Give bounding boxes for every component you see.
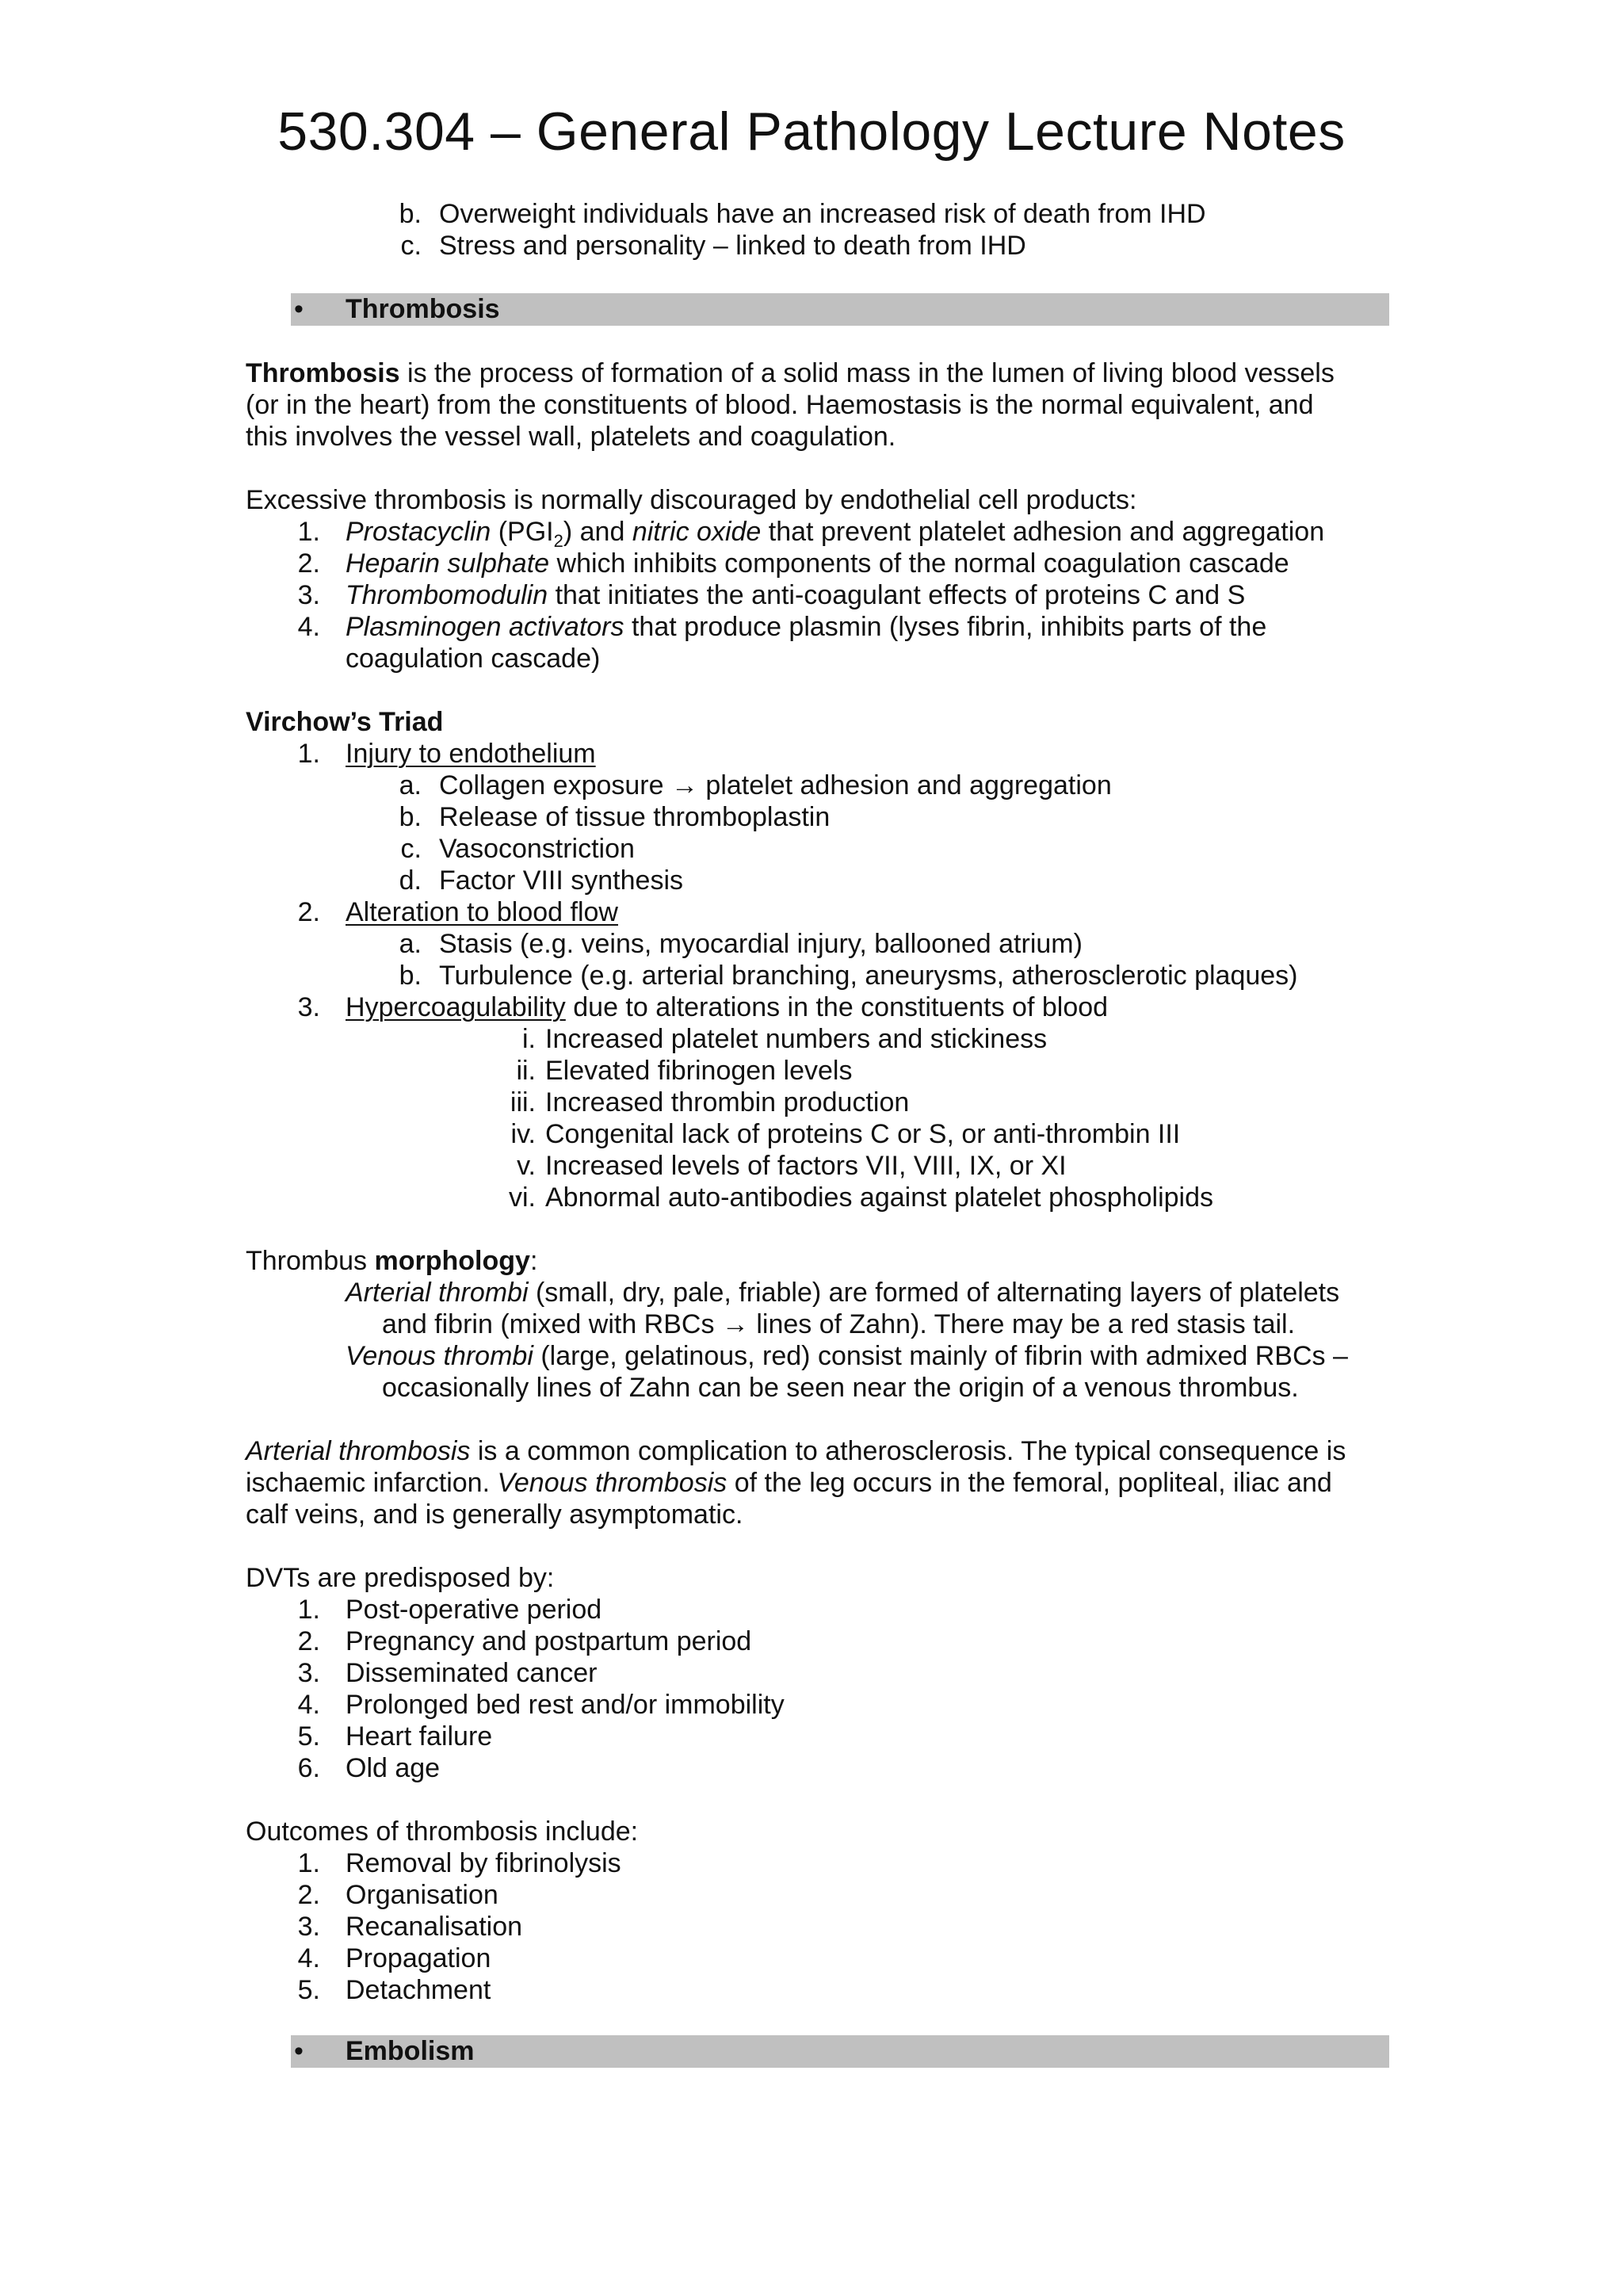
paragraph-line: calf veins, and is generally asymptomatic. <box>246 1499 743 1530</box>
paragraph-line: Excessive thrombosis is normally discouraged by endothelial cell products: <box>246 485 1137 515</box>
list-item: vi. Abnormal auto-antibodies against platelet phospholipids <box>509 1182 1214 1213</box>
list-item: 2. Heparin sulphate which inhibits components of the normal coagulation cascade <box>297 548 1289 579</box>
list-item: 2. Organisation <box>297 1880 498 1910</box>
list-item: b. Turbulence (e.g. arterial branching, aneurysms, atherosclerotic plaques) <box>399 961 1298 991</box>
subheading: Virchow’s Triad <box>246 707 444 737</box>
paragraph-line: Arterial thrombi (small, dry, pale, friable) are formed of alternating layers of platelets <box>346 1278 1340 1308</box>
paragraph-line: Outcomes of thrombosis include: <box>246 1817 639 1847</box>
list-item: 4. Plasminogen activators that produce plasmin (lyses fibrin, inhibits parts of the <box>297 612 1267 642</box>
list-item: 4. Propagation <box>297 1943 491 1973</box>
arrow-right-icon: → <box>670 770 698 800</box>
list-item: c. Stress and personality – linked to death from IHD <box>400 231 1026 261</box>
paragraph-line: and fibrin (mixed with RBCs → lines of Zahn). There may be a red stasis tail. <box>382 1309 1296 1339</box>
page-title: 530.304 – General Pathology Lecture Notes <box>277 101 1346 162</box>
list-item: a. Collagen exposure → platelet adhesion and aggregation <box>399 770 1112 800</box>
list-item-continuation: coagulation cascade) <box>346 644 601 674</box>
list-item: 1. Injury to endothelium <box>297 739 596 769</box>
list-item: 5. Detachment <box>297 1975 491 2005</box>
paragraph-line: this involves the vessel wall, platelets and coagulation. <box>246 422 896 452</box>
paragraph-line: DVTs are predisposed by: <box>246 1563 555 1593</box>
list-item: 6. Old age <box>297 1753 441 1783</box>
list-item: 1. Removal by fibrinolysis <box>297 1848 621 1878</box>
list-item: 1. Post-operative period <box>297 1595 602 1625</box>
list-item: 2. Alteration to blood flow <box>297 897 618 927</box>
arrow-right-icon: → <box>721 1309 749 1339</box>
paragraph-line: (or in the heart) from the constituents of blood. Haemostasis is the normal equivalent, and <box>246 390 1314 420</box>
list-item: 3. Disseminated cancer <box>297 1658 598 1688</box>
list-item: c. Vasoconstriction <box>400 834 635 864</box>
section-header-thrombosis <box>291 293 1389 326</box>
paragraph-line: Arterial thrombosis is a common complication to atherosclerosis. The typical consequence is <box>246 1436 1346 1466</box>
list-item: d. Factor VIII synthesis <box>399 865 683 896</box>
paragraph-line: Thrombus morphology: <box>246 1246 538 1276</box>
section-header-embolism <box>291 2035 1389 2068</box>
list-item: b. Release of tissue thromboplastin <box>399 802 831 832</box>
paragraph-line: Thrombosis is the process of formation of a solid mass in the lumen of living blood vessels <box>246 358 1335 388</box>
list-item: v. Increased levels of factors VII, VIII, IX, or XI <box>517 1151 1067 1181</box>
list-item: iv. Congenital lack of proteins C or S, or anti-thrombin III <box>510 1119 1181 1149</box>
list-item: 3. Thrombomodulin that initiates the anti-coagulant effects of proteins C and S <box>297 580 1246 610</box>
bullet-icon: • <box>294 2036 304 2066</box>
list-item: ii. Elevated fibrinogen levels <box>516 1056 853 1086</box>
paragraph-line: ischaemic infarction. Venous thrombosis of the leg occurs in the femoral, popliteal, iliac and <box>246 1468 1332 1498</box>
bullet-icon: • <box>294 294 304 324</box>
list-item: 2. Pregnancy and postpartum period <box>297 1626 752 1656</box>
list-item: 4. Prolonged bed rest and/or immobility <box>297 1690 785 1720</box>
section-title: Embolism <box>346 2036 475 2066</box>
paragraph-line: occasionally lines of Zahn can be seen near the origin of a venous thrombus. <box>382 1373 1299 1403</box>
list-item: i. Increased platelet numbers and stickiness <box>522 1024 1048 1054</box>
list-item: b. Overweight individuals have an increased risk of death from IHD <box>399 199 1206 229</box>
list-item: 5. Heart failure <box>297 1721 493 1752</box>
list-item: 3. Recanalisation <box>297 1912 523 1942</box>
list-item: 1. Prostacyclin $(PGI_2)$ and nitric oxide that prevent platelet adhesion and aggregation <box>297 517 1325 551</box>
list-item: iii. Increased thrombin production <box>510 1087 910 1117</box>
paragraph-line: Venous thrombi (large, gelatinous, red) consist mainly of fibrin with admixed RBCs – <box>346 1341 1348 1371</box>
list-item: 3. Hypercoagulability due to alterations in the constituents of blood <box>297 992 1109 1022</box>
list-item: a. Stasis (e.g. veins, myocardial injury, ballooned atrium) <box>399 929 1083 959</box>
section-title: Thrombosis <box>346 294 500 324</box>
